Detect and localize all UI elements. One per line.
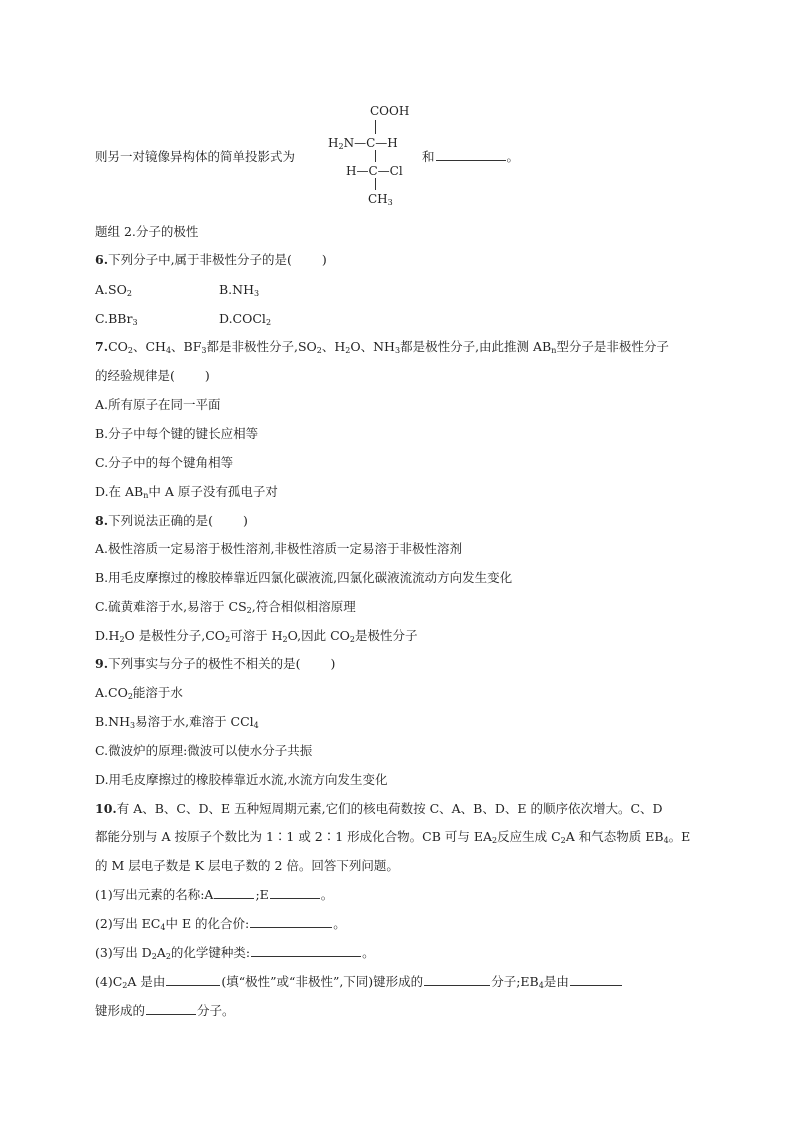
structure-row1: $H_2N—C—H$ <box>328 136 398 151</box>
q8-option-c: C.硫黄难溶于水,易溶于 $CS_2$,符合相似相溶原理 <box>95 599 356 615</box>
q9-option-d: D.用毛皮摩擦过的橡胶棒靠近水流,水流方向发生变化 <box>95 772 388 787</box>
answer-blank[interactable] <box>424 973 490 986</box>
q7-option-d: D.在 $AB_n$中 A 原子没有孤电子对 <box>95 484 278 500</box>
q10-part-4: $(4)C_2A$ 是由 (填“极性”或“非极性”,下同)键形成的 分子$;EB_4$是由 <box>95 973 623 991</box>
fischer-projection <box>328 104 428 208</box>
q10-part-2: (2)写出 $EC_4$中 E 的化合价: 。 <box>95 916 346 932</box>
q9-option-a: $A.CO_2$能溶于水 <box>95 685 183 701</box>
q9-option-c: C.微波炉的原理:微波可以使水分子共振 <box>95 743 313 758</box>
q8-option-a: A.极性溶质一定易溶于极性溶剂,非极性溶质一定易溶于非极性溶剂 <box>95 541 462 556</box>
question-8-stem: 8.下列说法正确的是( ) <box>95 513 248 528</box>
q6-option-a: $A.SO_2$ <box>95 282 132 298</box>
answer-blank[interactable] <box>250 915 332 928</box>
question-10-stem: 10.有 A、B、C、D、E 五种短周期元素,它们的核电荷数按 C、A、B、D、E 的顺序依次增大。C、D <box>95 801 663 816</box>
structure-row2: H—C—Cl <box>346 164 403 178</box>
q10-part-3: (3)写出 $D_2A_2$的化学键种类: 。 <box>95 945 375 961</box>
q5-answer-line: 和 。 <box>422 149 520 164</box>
answer-blank[interactable] <box>166 973 220 986</box>
question-7-stem-cont: 的经验规律是( ) <box>95 368 210 383</box>
answer-blank[interactable] <box>436 148 506 161</box>
question-10-stem-3: 的 M 层电子数是 K 层电子数的 2 倍。回答下列问题。 <box>95 858 399 873</box>
q6-option-c: C.BBr$_3$ <box>95 311 138 327</box>
bond-vertical-middle <box>375 150 376 162</box>
answer-blank[interactable] <box>570 973 622 986</box>
q7-option-b: B.分子中每个键的键长应相等 <box>95 426 259 441</box>
q5-tail-line: 则另一对镜像异构体的简单投影式为 <box>95 149 296 164</box>
question-6-stem: 6.下列分子中,属于非极性分子的是( ) <box>95 252 327 267</box>
bond-vertical-top <box>375 120 376 134</box>
q10-part-4-cont: 键形成的 分子。 <box>95 1003 235 1018</box>
q7-option-c: C.分子中的每个键角相等 <box>95 455 234 470</box>
answer-blank[interactable] <box>270 886 320 899</box>
group-title: 题组 2.分子的极性 <box>95 224 199 239</box>
question-10-stem-2: 都能分别与 A 按原子个数比为 1∶1 或 2∶1 形成化合物。CB 可与 $EA_2$反应生成 $C_2A$ 和气态物质 $EB_4$。E <box>95 829 691 845</box>
answer-blank[interactable] <box>146 1002 196 1015</box>
q9-option-b: $B.NH_3$易溶于水,难溶于 CCl$_4$ <box>95 714 259 730</box>
q8-option-b: B.用毛皮摩擦过的橡胶棒靠近四氯化碳液流,四氯化碳液流流动方向发生变化 <box>95 570 513 585</box>
question-7-stem: $7.CO_2$、$CH_4$、$BF_3$都是非极性分子$,SO_2$、$H_2O$、$NH_3$都是极性分子,由此推测 $AB_n$型分子是非极性分子 <box>95 339 669 355</box>
q8-option-d: $D.H_2O$ 是极性分子$,CO_2$可溶于 $H_2O$,因此 $CO_2$是极性分子 <box>95 628 418 644</box>
structure-bottom: $CH_3$ <box>368 192 393 207</box>
q6-option-b: $B.NH_3$ <box>219 282 260 298</box>
structure-top: COOH <box>370 104 410 118</box>
q7-option-a: A.所有原子在同一平面 <box>95 397 221 412</box>
answer-blank[interactable] <box>214 886 254 899</box>
bond-vertical-bottom <box>375 178 376 190</box>
q10-part-1: (1)写出元素的名称:A ;E 。 <box>95 887 334 902</box>
answer-blank[interactable] <box>251 944 361 957</box>
q6-option-d: D.COCl$_2$ <box>219 311 272 327</box>
question-9-stem: 9.下列事实与分子的极性不相关的是( ) <box>95 656 336 671</box>
